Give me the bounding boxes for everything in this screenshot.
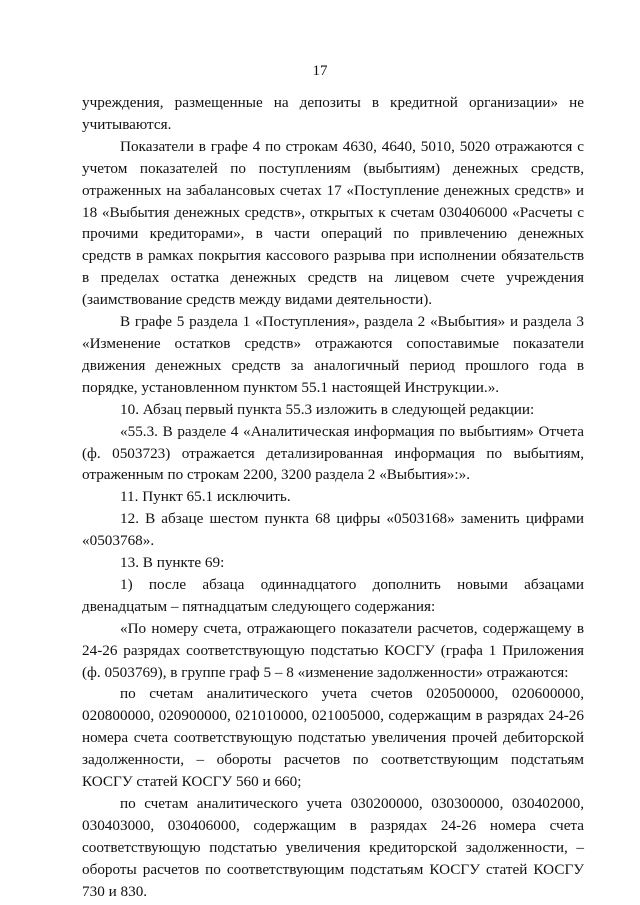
paragraph-account-number: «По номеру счета, отражающего показатели расчетов, содержащему в 24-26 разрядах соответствующую подстатью КОСГУ (графа 1 Приложения (ф. 0503769), в группе граф 5 – 8 «изменение задолженности» отражаются: [82,619,584,681]
paragraph-item-11: 11. Пункт 65.1 исключить. [120,488,291,506]
paragraph-item-55-3: «55.3. В разделе 4 «Аналитическая информация по выбытиям» Отчета (ф. 0503723) отражается детализированная информация по выбытиям, отраженным по строкам 2200, 3200 раздела 2 «Выбытия»:». [82,422,584,484]
paragraph-item-12: 12. В абзаце шестом пункта 68 цифры «0503168» заменить цифрами «0503768». [82,510,584,550]
document-body [82,92,584,903]
paragraph-item-13: 13. В пункте 69: [120,554,225,572]
paragraph-receivables: по счетам аналитического учета счетов 020500000, 020600000, 020800000, 020900000, 021010000, 021005000, содержащим в разрядах 24-26 номера счета соответствующую подстатью увеличения прочей дебиторской задолженности, – обороты расчетов по соответствующим подстатьям КОСГУ статей КОСГУ 560 и 660; [82,685,584,791]
paragraph-continuation: учреждения, размещенные на депозиты в кредитной организации» не учитываются. [82,94,584,133]
paragraph-payables: по счетам аналитического учета 030200000, 030300000, 030402000, 030403000, 030406000, содержащим в разрядах 24-26 номера счета соответствующую подстатью увеличения кредиторской задолженности, – обороты расчетов по соответствующим подстатьям КОСГУ статей КОСГУ 730 и 830. [82,795,584,900]
paragraph-subitem-1: 1) после абзаца одиннадцатого дополнить новыми абзацами двенадцатым – пятнадцатым следующего содержания: [82,575,584,615]
paragraph-column-5: В графе 5 раздела 1 «Поступления», раздела 2 «Выбытия» и раздела 3 «Изменение остатков средств» отражаются сопоставимые показатели движения денежных средств за аналогичный период прошлого года в порядке, установленном пунктом 55.1 настоящей Инструкции.». [82,313,584,396]
page-number: 17 [312,63,328,79]
paragraph-item-10: 10. Абзац первый пункта 55.3 изложить в следующей редакции: [120,400,535,418]
paragraph-indicators-column-4: Показатели в графе 4 по строкам 4630, 4640, 5010, 5020 отражаются с учетом показателей по поступлениям (выбытиям) денежных средств, отраженных на забалансовых счетах 17 «Поступление денежных средств» и 18 «Выбытия денежных средств», открытых к счетам 030406000 «Расчеты с прочими кредиторами», в части операций по привлечению денежных средств в рамках покрытия кассового разрыва при исполнении обязательств в пределах остатка денежных средств на лицевом счете учреждения (заимствование средств между видами деятельности). [82,137,584,309]
